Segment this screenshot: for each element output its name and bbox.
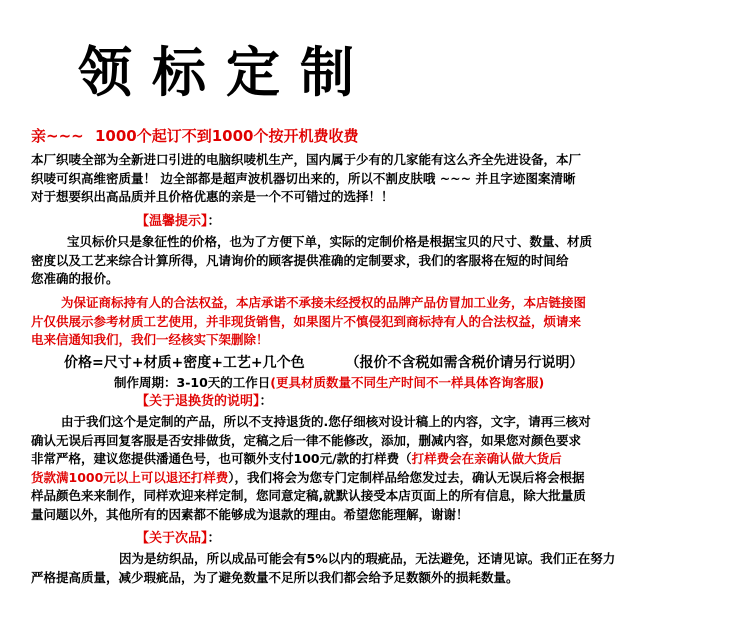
price-note: （报价不含税如需含税价请另行说明） bbox=[345, 355, 584, 371]
tip-line: 您准确的报价。 bbox=[31, 271, 119, 286]
tip-heading-colon: ： bbox=[207, 214, 221, 229]
returns-line: 量问题以外，其他所有的因素都不能够成为退款的理由。希望您能理解，谢谢！ bbox=[31, 506, 469, 522]
rights-line: 片仅供展示参考材质工艺使用，并非现货销售，如果图片不慎侵犯到商标持有人的合法权益，烦请来 bbox=[31, 313, 582, 329]
returns-heading bbox=[136, 393, 273, 411]
page-title: 领标定制 bbox=[78, 41, 374, 104]
tagline-text: 1000个起订不到1000个按开机费收费 bbox=[94, 127, 359, 145]
returns-line3-red: 打样费会在亲确认做大货后 bbox=[411, 451, 562, 466]
rights-line: 电来信通知我们，我们一经核实下架删除！ bbox=[31, 332, 269, 347]
intro-paragraph bbox=[31, 151, 581, 207]
returns-line bbox=[31, 450, 591, 469]
tip-paragraph bbox=[31, 233, 592, 289]
intro-line: 本厂织唛全部为全新进口引进的电脑织唛机生产，国内属于少有的几家能有这么齐全先进设备，本厂 bbox=[31, 152, 582, 167]
returns-line4-red: 货款满1000元以上可以退还打样费 bbox=[31, 469, 229, 485]
tagline-lead: 亲~~~ bbox=[31, 127, 84, 145]
intro-line: 对于想要织出高品质并且价格优惠的亲是一个不可错过的选择！！ bbox=[31, 189, 394, 204]
returns-line bbox=[31, 469, 591, 488]
cycle-label: 制作周期：3-10天的工作日 bbox=[114, 375, 271, 390]
cycle-line bbox=[114, 374, 544, 393]
defects-heading-label: 【关于次品】 bbox=[136, 531, 208, 546]
returns-heading-label: 【关于退换货的说明】 bbox=[136, 394, 260, 409]
returns-line: 确认无误后再回复客服是否安排做货，定稿之后一律不能修改，添加，删减内容，如果您对颜色要求 bbox=[31, 432, 582, 448]
returns-paragraph bbox=[31, 413, 591, 524]
price-formula: 价格=尺寸+材质+密度+工艺+几个色 bbox=[64, 355, 305, 371]
tip-line: 宝贝标价只是象征性的价格，也为了方便下单，实际的定制价格是根据宝贝的尺寸、数量、材质 bbox=[67, 234, 593, 249]
tip-heading-label: 【温馨提示】 bbox=[136, 214, 208, 229]
returns-line: 样品颜色来来制作，同样欢迎来样定制，您同意定稿,就默认接受本店页面上的所有信息，除大批量质 bbox=[31, 488, 586, 503]
returns-line: 由于我们这个是定制的产品，所以不支持退货的.您仔细核对设计稿上的内容，文字，请再三核对 bbox=[61, 414, 591, 429]
defects-line: 严格提高质量，减少瑕疵品，为了避免数量不足所以我们都会给予足数额外的损耗数量。 bbox=[31, 569, 519, 585]
defects-line: 因为是纺织品，所以成品可能会有5%以内的瑕疵品，无法避免，还请见谅。我们正在努力 bbox=[119, 551, 616, 566]
returns-line3-text: 非常严格，建议您提供潘通色号，也可额外支付100元/款的打样费（ bbox=[31, 451, 412, 466]
tagline bbox=[31, 126, 358, 146]
defects-heading bbox=[136, 530, 221, 548]
defects-paragraph bbox=[31, 550, 615, 587]
defects-heading-colon: ： bbox=[207, 531, 221, 546]
price-line bbox=[64, 352, 584, 372]
rights-line: 为保证商标持有人的合法权益，本店承诺不承接未经授权的品牌产品仿冒加工业务，本店链接图 bbox=[61, 295, 587, 310]
tip-heading bbox=[136, 213, 221, 231]
returns-line4-text: ），我们将会为您专门定制样品给您发过去，确认无误后将会根据 bbox=[228, 469, 585, 485]
intro-line: 织唛可织高维密质量！ 边全部都是超声波机器切出来的，所以不割皮肤哦 ~~~ 并且字迹图案清晰 bbox=[31, 170, 576, 186]
cycle-note: (更具材质数量不同生产时间不一样具体咨询客服) bbox=[270, 375, 545, 390]
returns-heading-colon: ： bbox=[259, 394, 273, 409]
rights-paragraph bbox=[31, 294, 586, 350]
tip-line: 密度以及工艺来综合计算所得，凡请询价的顾客提供准确的定制要求，我们的客服将在短的时间给 bbox=[31, 252, 569, 268]
